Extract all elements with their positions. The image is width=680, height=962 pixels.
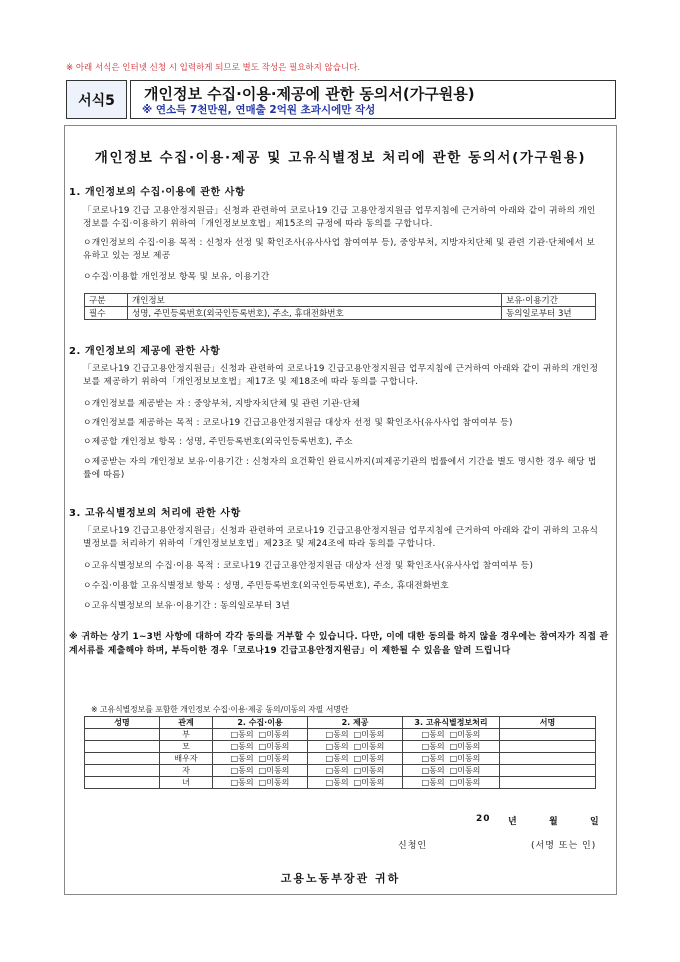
section2-bullet-purpose: ㅇ개인정보를 제공하는 목적 : 코로나19 긴급고용안정지원금 대상자 선정 및 확인조사(유사사업 참여여부 등) [83,418,513,428]
signature-row [85,765,596,777]
signature-table-header: 성명 [85,717,160,729]
name-cell[interactable] [85,777,160,789]
signature-cell[interactable] [500,765,596,777]
name-cell[interactable] [85,729,160,741]
section3-bullet-purpose: ㅇ고유식별정보의 수집·이용 목적 : 코로나19 긴급고용안정지원금 대상자 선정 및 확인조사(유사사업 참여여부 등) [83,561,534,571]
table-header-period: 보유·이용기간 [502,294,596,307]
table-cell-period: 동의일로부터 3년 [502,307,596,320]
consent-cell [213,753,308,765]
signature-table-header: 3. 고유식별정보처리 [403,717,500,729]
disagree-checkbox[interactable]: □미동의 [353,766,385,775]
signature-table-header: 2. 수집·이용 [213,717,308,729]
name-cell[interactable] [85,741,160,753]
consent-cell [213,729,308,741]
notice-text: ※ 아래 서식은 인터넷 신청 시 입력하게 되므로 별도 작성은 필요하지 않습니다. [66,63,361,73]
disagree-checkbox[interactable]: □미동의 [353,742,385,751]
form-subtitle: ※ 연소득 7천만원, 연매출 2억원 초과시에만 작성 [142,104,376,116]
disagree-checkbox[interactable]: □미동의 [449,730,481,739]
agree-checkbox[interactable]: □동의 [421,754,445,763]
collection-table [84,293,596,320]
relation-cell: 자 [160,765,213,777]
agree-checkbox[interactable]: □동의 [421,742,445,751]
signature-table-caption: ※ 고유식별정보를 포함한 개인정보 수집·이용·제공 동의/미동의 자필 서명란 [91,705,349,714]
agree-checkbox[interactable]: □동의 [230,766,254,775]
agree-checkbox[interactable]: □동의 [325,778,349,787]
signature-table-header: 관계 [160,717,213,729]
agree-checkbox[interactable]: □동의 [421,778,445,787]
consent-cell [403,753,500,765]
consent-cell [308,765,403,777]
name-cell[interactable] [85,765,160,777]
agree-checkbox[interactable]: □동의 [230,754,254,763]
date-year: 20 [476,814,491,824]
form-label: 서식5 [66,80,127,119]
form-title: 개인정보 수집·이용·제공에 관한 동의서(가구원용) [144,85,475,103]
agree-checkbox[interactable]: □동의 [325,730,349,739]
section1-paragraph: 「코로나19 긴급 고용안정지원금」신청과 관련하여 코로나19 긴급 고용안정지원금 업무지침에 근거하여 아래와 같이 귀하의 개인정보를 수집·이용하기 위하여「개인정보보호법」제15조의 규정에 따라 동의를 구합니다. [83,206,596,229]
consent-cell [213,741,308,753]
date-month-unit: 월 [549,817,559,827]
consent-cell [308,777,403,789]
document-title: 개인정보 수집·이용·제공 및 고유식별정보 처리에 관한 동의서(가구원용) [94,150,587,166]
disagree-checkbox[interactable]: □미동의 [353,754,385,763]
signature-cell[interactable] [500,741,596,753]
disagree-checkbox[interactable]: □미동의 [258,754,290,763]
consent-cell [403,741,500,753]
section1-bullet-purpose: ㅇ개인정보의 수집·이용 목적 : 신청자 선정 및 확인조사(유사사업 참여여부 등), 중앙부처, 지방자치단체 및 관련 기관·단체에서 보유하고 있는 정보 제공 [83,238,596,261]
signature-hint: (서명 또는 인) [531,841,597,851]
section2-heading: 2. 개인정보의 제공에 관한 사항 [69,346,221,357]
addressee: 고용노동부장관 귀하 [280,872,401,885]
agree-checkbox[interactable]: □동의 [230,730,254,739]
consent-cell [403,765,500,777]
agree-checkbox[interactable]: □동의 [230,778,254,787]
signature-cell[interactable] [500,777,596,789]
section3-paragraph: 「코로나19 긴급고용안정지원금」신청과 관련하여 코로나19 긴급고용안정지원금 업무지침에 근거하여 아래와 같이 귀하의 고유식별정보를 처리하기 위하여「개인정보보호법」제23조 및 제24조에 따라 동의를 구합니다. [83,526,599,549]
section3-bullet-period: ㅇ고유식별정보의 보유·이용기간 : 동의일로부터 3년 [83,601,290,611]
consent-cell [213,777,308,789]
form-title-box [130,80,616,119]
consent-document [64,125,617,895]
table-header-info: 개인정보 [128,294,502,307]
consent-cell [308,753,403,765]
section2-bullet-items: ㅇ제공할 개인정보 항목 : 성명, 주민등록번호(외국인등록번호), 주소 [83,437,353,447]
disagree-checkbox[interactable]: □미동의 [353,778,385,787]
relation-cell: 녀 [160,777,213,789]
consent-cell [403,777,500,789]
section2-bullet-recipient: ㅇ개인정보를 제공받는 자 : 중앙부처, 지방자치단체 및 관련 기관·단체 [83,399,361,409]
disagree-checkbox[interactable]: □미동의 [353,730,385,739]
refusal-warning: ※ 귀하는 상기 1~3번 사항에 대하여 각각 동의를 거부할 수 있습니다. 다만, 이에 대한 동의를 하지 않을 경우에는 참여자가 직접 관계서류를 제출해야 하며, 부득이한 경우「코로나19 긴급고용안정지원금」이 제한될 수 있음을 알려 드립니다 [69,632,609,656]
disagree-checkbox[interactable]: □미동의 [258,730,290,739]
table-cell-category: 필수 [85,307,128,320]
consent-cell [213,765,308,777]
agree-checkbox[interactable]: □동의 [325,742,349,751]
agree-checkbox[interactable]: □동의 [230,742,254,751]
disagree-checkbox[interactable]: □미동의 [449,778,481,787]
disagree-checkbox[interactable]: □미동의 [449,742,481,751]
relation-cell: 부 [160,729,213,741]
disagree-checkbox[interactable]: □미동의 [258,766,290,775]
signature-table-header: 서명 [500,717,596,729]
agree-checkbox[interactable]: □동의 [325,754,349,763]
section1-bullet-items: ㅇ수집·이용할 개인정보 항목 및 보유, 이용기간 [83,272,270,282]
table-header-category: 구분 [85,294,128,307]
signature-table [84,716,596,789]
consent-cell [403,729,500,741]
relation-cell: 배우자 [160,753,213,765]
section2-bullet-period: ㅇ제공받는 자의 개인정보 보유·이용기간 : 신청자의 요건확인 완료시까지(피제공기관의 법률에서 기간을 별도 명시한 경우 해당 법률에 따름) [83,457,597,480]
applicant-label: 신청인 [398,841,428,851]
disagree-checkbox[interactable]: □미동의 [258,778,290,787]
signature-row [85,729,596,741]
name-cell[interactable] [85,753,160,765]
agree-checkbox[interactable]: □동의 [421,730,445,739]
signature-row [85,753,596,765]
signature-row [85,777,596,789]
signature-cell[interactable] [500,753,596,765]
table-cell-info: 성명, 주민등록번호(외국인등록번호), 주소, 휴대전화번호 [128,307,502,320]
relation-cell: 모 [160,741,213,753]
agree-checkbox[interactable]: □동의 [421,766,445,775]
date-year-unit: 년 [508,817,518,827]
consent-cell [308,741,403,753]
signature-cell[interactable] [500,729,596,741]
section3-bullet-items: ㅇ수집·이용할 고유식별정보 항목 : 성명, 주민등록번호(외국인등록번호), 주소, 휴대전화번호 [83,581,449,591]
disagree-checkbox[interactable]: □미동의 [258,742,290,751]
section1-heading: 1. 개인정보의 수집·이용에 관한 사항 [69,187,246,198]
agree-checkbox[interactable]: □동의 [325,766,349,775]
date-day-unit: 일 [590,817,600,827]
signature-row [85,741,596,753]
disagree-checkbox[interactable]: □미동의 [449,754,481,763]
consent-cell [308,729,403,741]
disagree-checkbox[interactable]: □미동의 [449,766,481,775]
section3-heading: 3. 고유식별정보의 처리에 관한 사항 [69,508,241,519]
signature-table-header: 2. 제공 [308,717,403,729]
section2-paragraph: 「코로나19 긴급고용안정지원금」신청과 관련하여 코로나19 긴급고용안정지원금 업무지침에 근거하여 아래와 같이 귀하의 개인정보를 제공하기 위하여「개인정보보호법」제17조 및 제18조에 따라 동의를 구합니다. [83,364,599,387]
